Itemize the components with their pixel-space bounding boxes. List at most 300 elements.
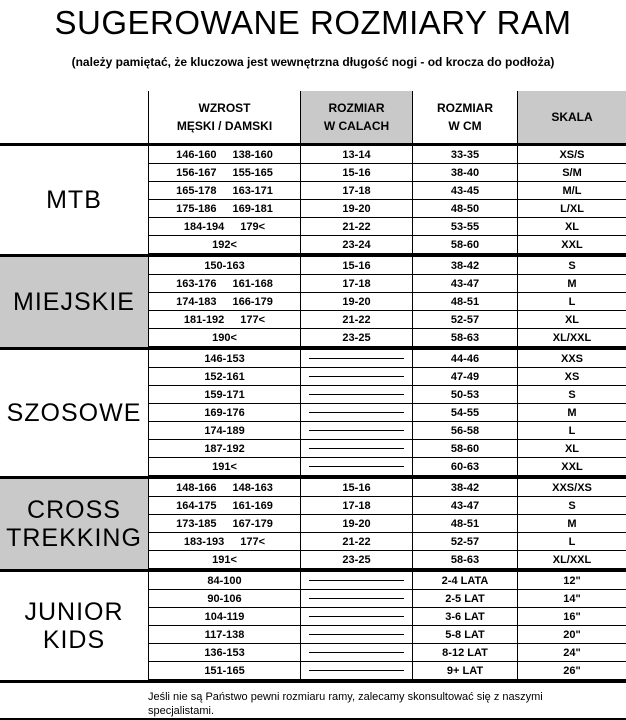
inches-cell [300,644,412,662]
category-label-line: SZOSOWE [6,399,142,427]
section-rows [148,257,626,347]
cm-cell [412,236,517,254]
inches-value: 15-16 [342,259,371,272]
table-row [148,182,626,200]
header-line: W CALACH [323,119,390,133]
no-value-dash [309,652,404,653]
height-cell [148,572,300,590]
header-line: SKALA [551,110,593,124]
cm-cell [412,551,517,569]
cm-value: 50-53 [450,388,480,401]
cm-value: 58-63 [450,331,480,344]
scale-value: XS/S [559,148,585,161]
inches-cell [300,515,412,533]
height-value: 156-167 [176,166,217,179]
inches-cell [300,404,412,422]
scale-cell [517,236,626,254]
inches-value: 23-25 [342,331,371,344]
cm-cell [412,293,517,311]
cm-value: 56-58 [450,424,480,437]
scale-value: XL/XXL [552,331,592,344]
cm-cell [412,350,517,368]
height-cell [148,551,300,569]
height-value: 190< [212,331,237,344]
header-line: ROZMIAR [328,101,385,115]
table-row [148,350,626,368]
inches-cell [300,479,412,497]
table-row [148,458,626,476]
height-value: 191< [212,460,237,473]
inches-cell [300,368,412,386]
inches-value: 17-18 [342,184,371,197]
cm-value: 8-12 LAT [442,646,488,659]
table-row [148,662,626,680]
height-cell [148,404,300,422]
height-value: 152-161 [204,370,245,383]
height-value: 161-168 [232,277,273,290]
cm-cell [412,404,517,422]
table-row [148,368,626,386]
height-value: 179< [240,220,266,233]
inches-cell [300,275,412,293]
page-subtitle: (należy pamiętać, że kluczowa jest wewnętrzna długość nogi - od krocza do podłoża) [71,55,555,69]
scale-cell [517,329,626,347]
cm-value: 43-47 [450,277,480,290]
height-value: 150-163 [204,259,245,272]
height-cell [148,497,300,515]
scale-cell [517,515,626,533]
table-row [148,146,626,164]
table-row [148,440,626,458]
scale-value: L [568,535,576,548]
category-label [0,572,148,680]
height-cell [148,515,300,533]
no-value-dash [309,358,404,359]
height-value: 155-165 [232,166,273,179]
height-cell [148,275,300,293]
no-value-dash [309,580,404,581]
scale-value: S [568,259,576,272]
scale-cell [517,164,626,182]
section-mtb [0,146,626,254]
inches-value: 23-24 [342,238,371,251]
table-row [148,386,626,404]
cm-value: 47-49 [450,370,480,383]
section-cross-trekking [0,479,626,569]
scale-value: S [568,499,576,512]
cm-cell [412,200,517,218]
inches-cell [300,458,412,476]
category-label [0,350,148,476]
inches-value: 15-16 [342,166,371,179]
cm-value: 48-51 [450,517,480,530]
height-value: 174-183 [176,295,217,308]
height-value: 136-153 [204,646,245,659]
table-row [148,293,626,311]
inches-value: 21-22 [342,220,371,233]
cm-value: 53-55 [450,220,480,233]
height-value: 184-194 [183,220,225,233]
height-value: 191< [212,553,237,566]
category-label [0,146,148,254]
cm-cell [412,440,517,458]
section-divider [0,680,626,683]
inches-value: 21-22 [342,535,371,548]
inches-cell [300,311,412,329]
cm-value: 58-60 [450,442,480,455]
cm-value: 3-6 LAT [445,610,485,623]
header-line: MĘSKI / DAMSKI [176,119,273,133]
cm-cell [412,275,517,293]
inches-cell [300,497,412,515]
section-rows [148,479,626,569]
scale-value: XXS [560,352,583,365]
height-value: 169-181 [232,202,273,215]
scale-cell [517,350,626,368]
cm-value: 58-63 [450,553,480,566]
scale-cell [517,644,626,662]
height-cell [148,608,300,626]
scale-cell [517,479,626,497]
inches-cell [300,236,412,254]
scale-cell [517,662,626,680]
height-value: 104-119 [204,610,245,623]
height-cell [148,386,300,404]
scale-value: M/L [562,184,582,197]
cm-value: 54-55 [450,406,480,419]
cm-value: 52-57 [450,535,480,548]
scale-value: XL [564,220,580,233]
table-row [148,218,626,236]
table-row [148,533,626,551]
scale-value: XXL [561,238,583,251]
scale-value: L [568,424,576,437]
category-label [0,479,148,569]
cm-value: 38-40 [450,166,480,179]
height-cell [148,662,300,680]
section-junior-kids [0,572,626,680]
height-cell [148,440,300,458]
no-value-dash [309,598,404,599]
table-row [148,236,626,254]
table-sections [0,146,626,683]
inches-value: 19-20 [342,202,371,215]
inches-cell [300,551,412,569]
inches-value: 17-18 [342,499,371,512]
height-value: 151-165 [204,664,245,677]
footer-note: Jeśli nie są Państwo pewni rozmiaru ramy, zalecamy skonsultować się z naszymi specjalistami. [148,691,543,717]
scale-value: 16" [563,610,581,623]
no-value-dash [309,448,404,449]
height-cell [148,422,300,440]
scale-cell [517,200,626,218]
scale-value: S [568,388,576,401]
category-label-line: TREKKING [6,524,142,552]
height-cell [148,146,300,164]
table-row [148,329,626,347]
header-scale-column [517,91,626,143]
cm-value: 9+ LAT [446,664,484,677]
no-value-dash [309,376,404,377]
header-cm-column [412,91,517,143]
height-value: 173-185 [176,517,217,530]
cm-cell [412,497,517,515]
inches-cell [300,386,412,404]
category-label-line: KIDS [42,626,106,654]
no-value-dash [309,394,404,395]
height-cell [148,164,300,182]
height-cell [148,218,300,236]
scale-value: XXS/XS [552,481,592,494]
cm-cell [412,329,517,347]
inches-cell [300,440,412,458]
scale-value: L/XL [560,202,584,215]
inches-cell [300,200,412,218]
table-row [148,515,626,533]
scale-value: 26" [563,664,581,677]
inches-value: 23-25 [342,553,371,566]
size-table [0,91,626,683]
height-cell [148,182,300,200]
scale-cell [517,626,626,644]
inches-cell [300,626,412,644]
inches-cell [300,164,412,182]
height-value: 175-186 [176,202,217,215]
scale-cell [517,608,626,626]
scale-cell [517,422,626,440]
scale-value: XL/XXL [552,553,592,566]
table-header-row [0,91,626,143]
category-label [0,257,148,347]
scale-cell [517,551,626,569]
scale-value: XL [564,442,580,455]
height-value: 165-178 [176,184,217,197]
table-row [148,626,626,644]
cm-cell [412,182,517,200]
category-label-line: CROSS [27,496,121,524]
height-cell [148,311,300,329]
inches-value: 13-14 [342,148,371,161]
scale-cell [517,218,626,236]
header-empty-cell [0,91,148,143]
height-value: 164-175 [176,499,217,512]
scale-cell [517,440,626,458]
cm-value: 5-8 LAT [445,628,485,641]
cm-value: 38-42 [450,259,480,272]
cm-value: 44-46 [450,352,480,365]
cm-cell [412,458,517,476]
inches-cell [300,257,412,275]
inches-value: 17-18 [342,277,371,290]
table-row [148,404,626,422]
cm-cell [412,662,517,680]
category-label-line: JUNIOR [24,598,124,626]
cm-cell [412,218,517,236]
scale-value: S/M [562,166,582,179]
scale-cell [517,311,626,329]
inches-value: 15-16 [342,481,371,494]
cm-cell [412,608,517,626]
cm-value: 58-60 [450,238,480,251]
height-cell [148,533,300,551]
cm-cell [412,164,517,182]
cm-value: 43-47 [450,499,480,512]
header-line: ROZMIAR [437,101,493,115]
height-value: 174-189 [204,424,245,437]
category-label-line: MTB [46,186,102,214]
scale-cell [517,182,626,200]
cm-value: 48-51 [450,295,480,308]
scale-value: XL [564,313,580,326]
table-row [148,590,626,608]
height-value: 181-192 [183,313,225,326]
no-value-dash [309,466,404,467]
table-row [148,572,626,590]
scale-cell [517,293,626,311]
height-value: 163-176 [176,277,217,290]
height-value: 167-179 [232,517,273,530]
height-cell [148,350,300,368]
height-value: 117-138 [204,628,245,641]
scale-cell [517,572,626,590]
section-rows [148,350,626,476]
height-cell [148,479,300,497]
height-value: 163-171 [232,184,273,197]
scale-cell [517,368,626,386]
cm-cell [412,590,517,608]
header-height-column [148,91,300,143]
height-cell [148,644,300,662]
scale-cell [517,404,626,422]
inches-cell [300,590,412,608]
cm-value: 38-42 [450,481,480,494]
height-value: 187-192 [204,442,245,455]
no-value-dash [309,412,404,413]
no-value-dash [309,430,404,431]
table-row [148,551,626,569]
table-row [148,275,626,293]
cm-cell [412,146,517,164]
inches-cell [300,422,412,440]
no-value-dash [309,670,404,671]
section-rows [148,572,626,680]
cm-cell [412,515,517,533]
table-row [148,644,626,662]
cm-value: 52-57 [450,313,480,326]
scale-cell [517,146,626,164]
header-line: W CM [448,119,482,133]
table-row [148,422,626,440]
section-miejskie [0,257,626,347]
no-value-dash [309,616,404,617]
inches-cell [300,572,412,590]
inches-value: 21-22 [342,313,371,326]
scale-value: 20" [563,628,581,641]
cm-cell [412,572,517,590]
inches-cell [300,218,412,236]
table-row [148,479,626,497]
inches-cell [300,146,412,164]
height-value: 146-153 [204,352,245,365]
scale-value: XXL [561,460,583,473]
scale-value: XS [564,370,580,383]
table-row [148,164,626,182]
table-row [148,257,626,275]
height-cell [148,257,300,275]
cm-cell [412,626,517,644]
height-value: 166-179 [232,295,273,308]
scale-cell [517,533,626,551]
height-cell [148,458,300,476]
cm-cell [412,644,517,662]
cm-cell [412,479,517,497]
height-cell [148,368,300,386]
scale-value: M [567,277,577,290]
scale-cell [517,590,626,608]
page-title: SUGEROWANE ROZMIARY RAM [54,4,572,41]
cm-value: 2-5 LAT [445,592,485,605]
section-rows [148,146,626,254]
scale-cell [517,497,626,515]
height-cell [148,293,300,311]
inches-cell [300,350,412,368]
scale-value: 12" [563,574,581,587]
scale-value: 14" [563,592,581,605]
inches-cell [300,182,412,200]
cm-cell [412,422,517,440]
height-cell [148,329,300,347]
inches-cell [300,329,412,347]
cm-cell [412,368,517,386]
no-value-dash [309,634,404,635]
scale-value: M [567,406,577,419]
cm-value: 48-50 [450,202,480,215]
scale-cell [517,458,626,476]
cm-cell [412,386,517,404]
inches-cell [300,662,412,680]
inches-value: 19-20 [342,295,371,308]
height-value: 161-169 [232,499,273,512]
height-cell [148,626,300,644]
header-inches-column [300,91,412,143]
height-value: 138-160 [232,148,273,161]
inches-cell [300,293,412,311]
scale-cell [517,257,626,275]
inches-cell [300,533,412,551]
height-value: 183-193 [183,535,225,548]
scale-value: 24" [563,646,581,659]
cm-cell [412,533,517,551]
height-value: 148-166 [176,481,217,494]
scale-cell [517,275,626,293]
height-value: 146-160 [176,148,217,161]
scale-cell [517,386,626,404]
height-value: 169-176 [204,406,245,419]
height-value: 90-106 [207,592,242,605]
cm-cell [412,311,517,329]
section-szosowe [0,350,626,476]
height-value: 177< [240,313,266,326]
height-value: 159-171 [204,388,245,401]
scale-value: M [567,517,577,530]
height-cell [148,590,300,608]
cm-value: 60-63 [450,460,480,473]
height-value: 148-163 [232,481,273,494]
table-row [148,497,626,515]
height-cell [148,200,300,218]
cm-value: 33-35 [450,148,480,161]
height-value: 192< [212,238,237,251]
